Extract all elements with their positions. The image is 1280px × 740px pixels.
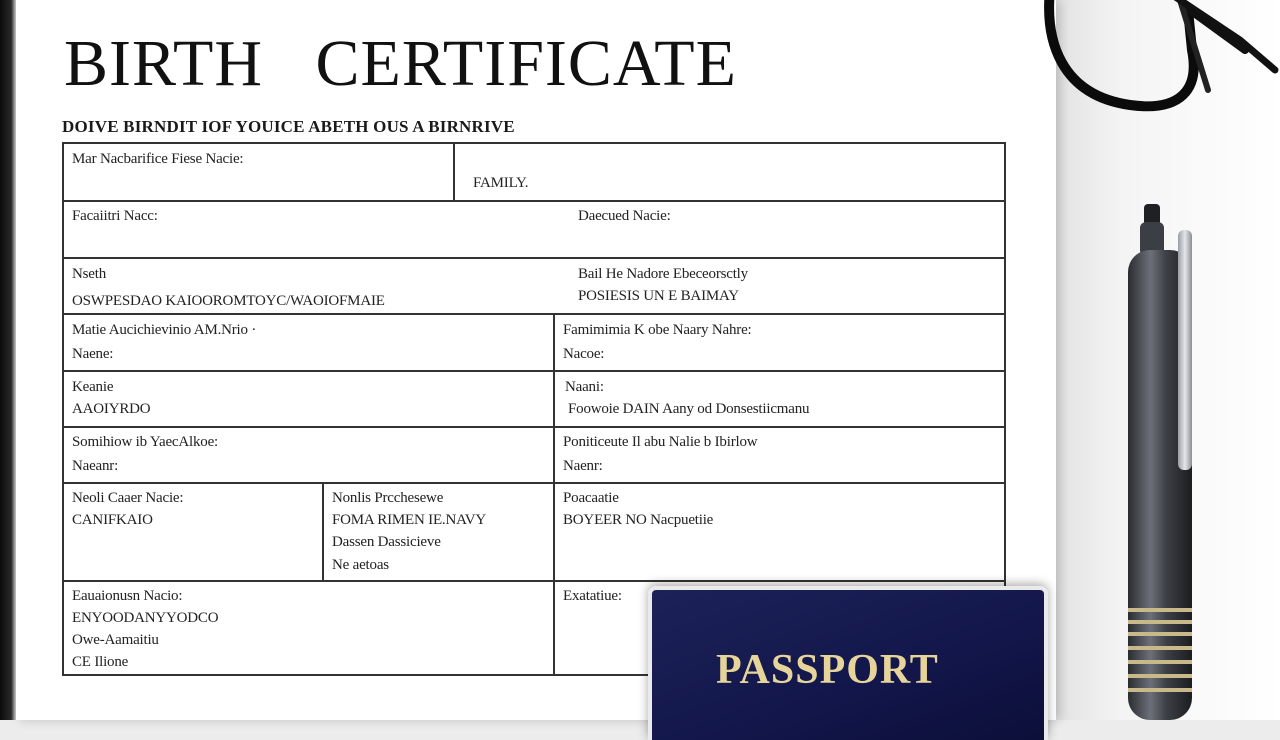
- row-divider: [64, 313, 1004, 315]
- field-value: FAMILY.: [473, 175, 529, 191]
- column-divider: [322, 482, 324, 580]
- field-value: ENYOODANYYODCO: [72, 610, 219, 626]
- field-label: Exatatiue:: [563, 588, 622, 604]
- field-label: Eauaionusn Nacio:: [72, 588, 183, 604]
- field-label: Famimimia K obe Naary Nahre:: [563, 322, 752, 338]
- field-label: Bail He Nadore Ebeceorsctly: [578, 266, 748, 282]
- field-label: Nseth: [72, 266, 106, 282]
- column-divider: [553, 313, 555, 482]
- field-value: Naeanr:: [72, 458, 119, 474]
- field-label: Keanie: [72, 379, 114, 395]
- passport-label: PASSPORT: [716, 647, 939, 693]
- field-label: Naani:: [565, 379, 604, 395]
- eyeglasses-icon: [1040, 0, 1280, 120]
- field-value: Ne aetoas: [332, 557, 389, 573]
- field-value: Naene:: [72, 346, 114, 362]
- row-divider: [64, 426, 1004, 428]
- field-label: Poacaatie: [563, 490, 619, 506]
- field-label: Neoli Caaer Nacie:: [72, 490, 184, 506]
- field-value: POSIESIS UN E BAIMAY: [578, 288, 739, 304]
- field-value: Nacoe:: [563, 346, 605, 362]
- column-divider: [453, 144, 455, 200]
- row-divider: [64, 580, 1004, 582]
- document-subtitle: DOIVE BIRNDIT IOF YOUICE ABETH OUS A BIRNRIVE: [62, 117, 515, 136]
- row-divider: [64, 257, 1004, 259]
- field-label: Mar Nacbarifice Fiese Nacie:: [72, 151, 244, 167]
- row-divider: [64, 200, 1004, 202]
- passport-booklet: [648, 586, 1048, 740]
- row-divider: [64, 370, 1004, 372]
- field-label: Daecued Nacie:: [578, 208, 671, 224]
- field-value: Dassen Dassicieve: [332, 534, 441, 550]
- column-divider: [553, 482, 555, 676]
- field-value: Naenr:: [563, 458, 603, 474]
- field-label: Somihiow ib YaecAlkoe:: [72, 434, 219, 450]
- field-value: BOYEER NO Nacpuetiie: [563, 512, 714, 528]
- field-value: Owe-Aamaitiu: [72, 632, 159, 648]
- field-value: AAOIYRDO: [72, 401, 151, 417]
- field-value: CANIFKAIO: [72, 512, 153, 528]
- field-label: Facaiitri Nacc:: [72, 208, 158, 224]
- document-title: BIRTH CERTIFICATE: [64, 27, 737, 100]
- ballpoint-pen-icon: [1110, 200, 1210, 720]
- dark-folder-edge: [0, 0, 16, 720]
- field-label: Nonlis Prcchesewe: [332, 490, 444, 506]
- field-value: OSWPESDAO KAIOOROMTOYC/WAOIOFMAIE: [72, 293, 385, 309]
- field-label: Poniticeute Il abu Nalie b Ibirlow: [563, 434, 758, 450]
- field-label: Matie Aucichievinio AM.Nrio ·: [72, 322, 257, 338]
- row-divider: [64, 482, 1004, 484]
- field-value: FOMA RIMEN IE.NAVY: [332, 512, 487, 528]
- field-value: Foowoie DAIN Aany od Donsestiicmanu: [568, 401, 810, 417]
- field-value: CE Ilione: [72, 654, 129, 670]
